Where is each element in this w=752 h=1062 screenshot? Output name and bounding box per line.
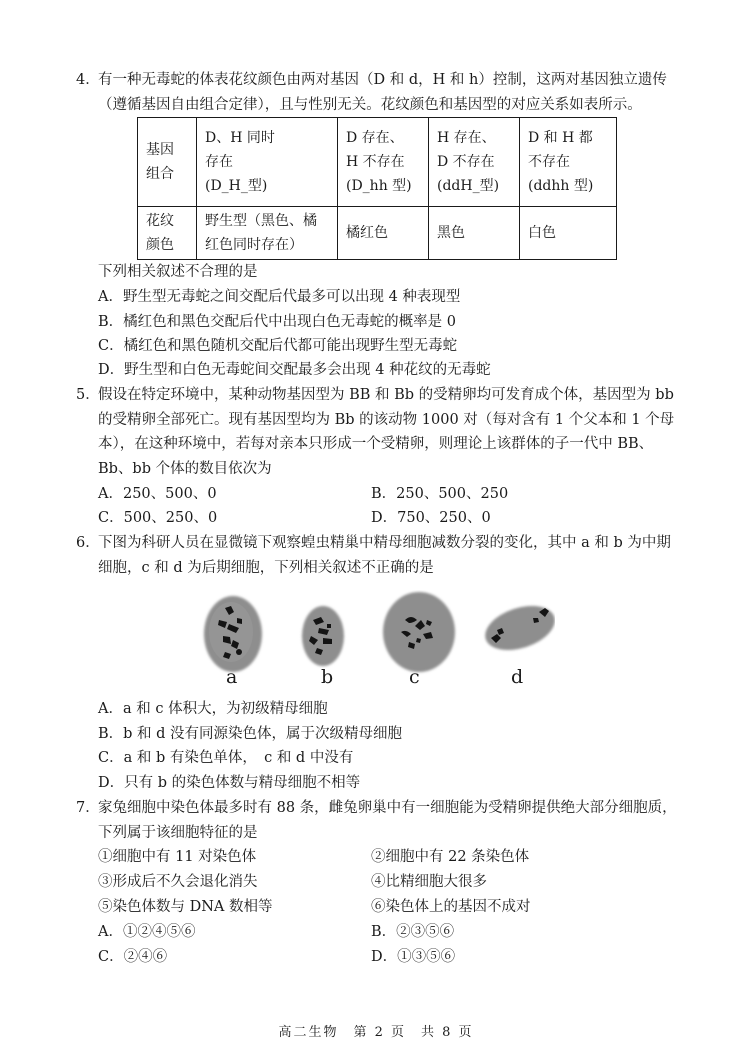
q7-number: 7． <box>76 800 100 816</box>
meiosis-cells-figure <box>195 590 555 690</box>
q7-option-c: C．②④⑥ <box>98 949 168 965</box>
q6-option-c: C．a 和 b 有染色单体， c 和 d 中没有 <box>98 750 354 766</box>
q4-option-d: D．野生型和白色无毒蛇间交配最多会出现 4 种花纹的无毒蛇 <box>98 362 491 378</box>
cell-label-c: c <box>409 666 420 688</box>
q6-number: 6． <box>76 535 100 551</box>
table-header-color: 花纹 颜色 <box>138 207 197 260</box>
q5-stem-line-1: 假设在特定环境中，某种动物基因型为 BB 和 Bb 的受精卵均可发育成个体，基因型为 bb <box>98 387 674 403</box>
q4-option-a: A．野生型无毒蛇之间交配后代最多可以出现 4 种表现型 <box>98 289 461 305</box>
table-cell: D、H 同时 存在 (D_H_型) <box>197 118 338 207</box>
cell-a <box>204 596 262 672</box>
q7-statement-3: ③形成后不久会退化消失 <box>98 874 258 890</box>
table-cell: H 存在、 D 不存在 (ddH_型) <box>429 118 520 207</box>
meiosis-cells-image <box>195 590 555 690</box>
table-cell: 野生型（黑色、橘 红色同时存在） <box>197 207 338 260</box>
genotype-phenotype-table <box>137 117 617 260</box>
cell-c <box>383 592 455 672</box>
q5-stem-line-4: Bb、bb 个体的数目依次为 <box>98 461 272 477</box>
q5-option-d: D．750、250、0 <box>371 510 491 526</box>
q6-option-d: D．只有 b 的染色体数与精母细胞不相等 <box>98 775 361 791</box>
cell-label-d: d <box>511 666 524 688</box>
table-cell: 白色 <box>520 207 617 260</box>
q5-stem-line-3: 本），在这种环境中，若每对亲本只形成一个受精卵，则理论上该群体的子一代中 BB、 <box>98 436 654 452</box>
q7-statement-6: ⑥染色体上的基因不成对 <box>371 899 531 915</box>
q5-option-c: C．500、250、0 <box>98 510 218 526</box>
table-header-genotype: 基因 组合 <box>138 118 197 207</box>
q7-option-a: A．①②④⑤⑥ <box>98 924 196 940</box>
cell-b <box>302 606 344 666</box>
q7-statement-1: ①细胞中有 11 对染色体 <box>98 849 257 865</box>
q7-stem-line-1: 家兔细胞中染色体最多时有 88 条，雌兔卵巢中有一细胞能为受精卵提供绝大部分细胞质， <box>98 800 677 816</box>
cell-d <box>480 598 555 658</box>
q5-option-a: A．250、500、0 <box>98 486 217 502</box>
cell-label-a: a <box>226 666 238 688</box>
cell-label-b: b <box>321 666 334 688</box>
q7-stem-line-2: 下列属于该细胞特征的是 <box>98 825 258 841</box>
page-footer: 高二生物 第 2 页 共 8 页 <box>278 1025 474 1040</box>
q4-prompt: 下列相关叙述不合理的是 <box>98 264 258 280</box>
q7-option-d: D．①③⑤⑥ <box>371 949 456 965</box>
q4-stem-line-1: 有一种无毒蛇的体表花纹颜色由两对基因（D 和 d，H 和 h）控制，这两对基因独立遗传 <box>98 72 667 88</box>
q6-option-a: A．a 和 c 体积大，为初级精母细胞 <box>98 701 328 717</box>
q5-option-b: B．250、500、250 <box>371 486 509 502</box>
q7-option-b: B．②③⑤⑥ <box>371 924 455 940</box>
q5-stem-line-2: 的受精卵全部死亡。现有基因型均为 Bb 的该动物 1000 对（每对含有 1 个父本和 1 个母 <box>98 412 675 428</box>
q4-option-c: C．橘红色和黑色随机交配后代都可能出现野生型无毒蛇 <box>98 338 458 354</box>
table-cell: 橘红色 <box>338 207 429 260</box>
table-cell: D 和 H 都 不存在 (ddhh 型) <box>520 118 617 207</box>
table-cell: 黑色 <box>429 207 520 260</box>
table-cell: D 存在、 H 不存在 (D_hh 型) <box>338 118 429 207</box>
q6-stem-line-2: 细胞，c 和 d 为后期细胞，下列相关叙述不正确的是 <box>98 560 434 576</box>
q6-option-b: B．b 和 d 没有同源染色体，属于次级精母细胞 <box>98 726 403 742</box>
q7-statement-5: ⑤染色体数与 DNA 数相等 <box>98 899 273 915</box>
q4-stem-line-2: （遵循基因自由组合定律），且与性别无关。花纹颜色和基因型的对应关系如表所示。 <box>98 97 642 113</box>
q7-statement-4: ④比精细胞大很多 <box>371 874 487 890</box>
q6-stem-line-1: 下图为科研人员在显微镜下观察蝗虫精巢中精母细胞减数分裂的变化，其中 a 和 b 为中期 <box>98 535 671 551</box>
q5-number: 5． <box>76 387 100 403</box>
q4-number: 4． <box>76 72 100 88</box>
q7-statement-2: ②细胞中有 22 条染色体 <box>371 849 530 865</box>
q4-option-b: B．橘红色和黑色交配后代中出现白色无毒蛇的概率是 0 <box>98 314 456 330</box>
